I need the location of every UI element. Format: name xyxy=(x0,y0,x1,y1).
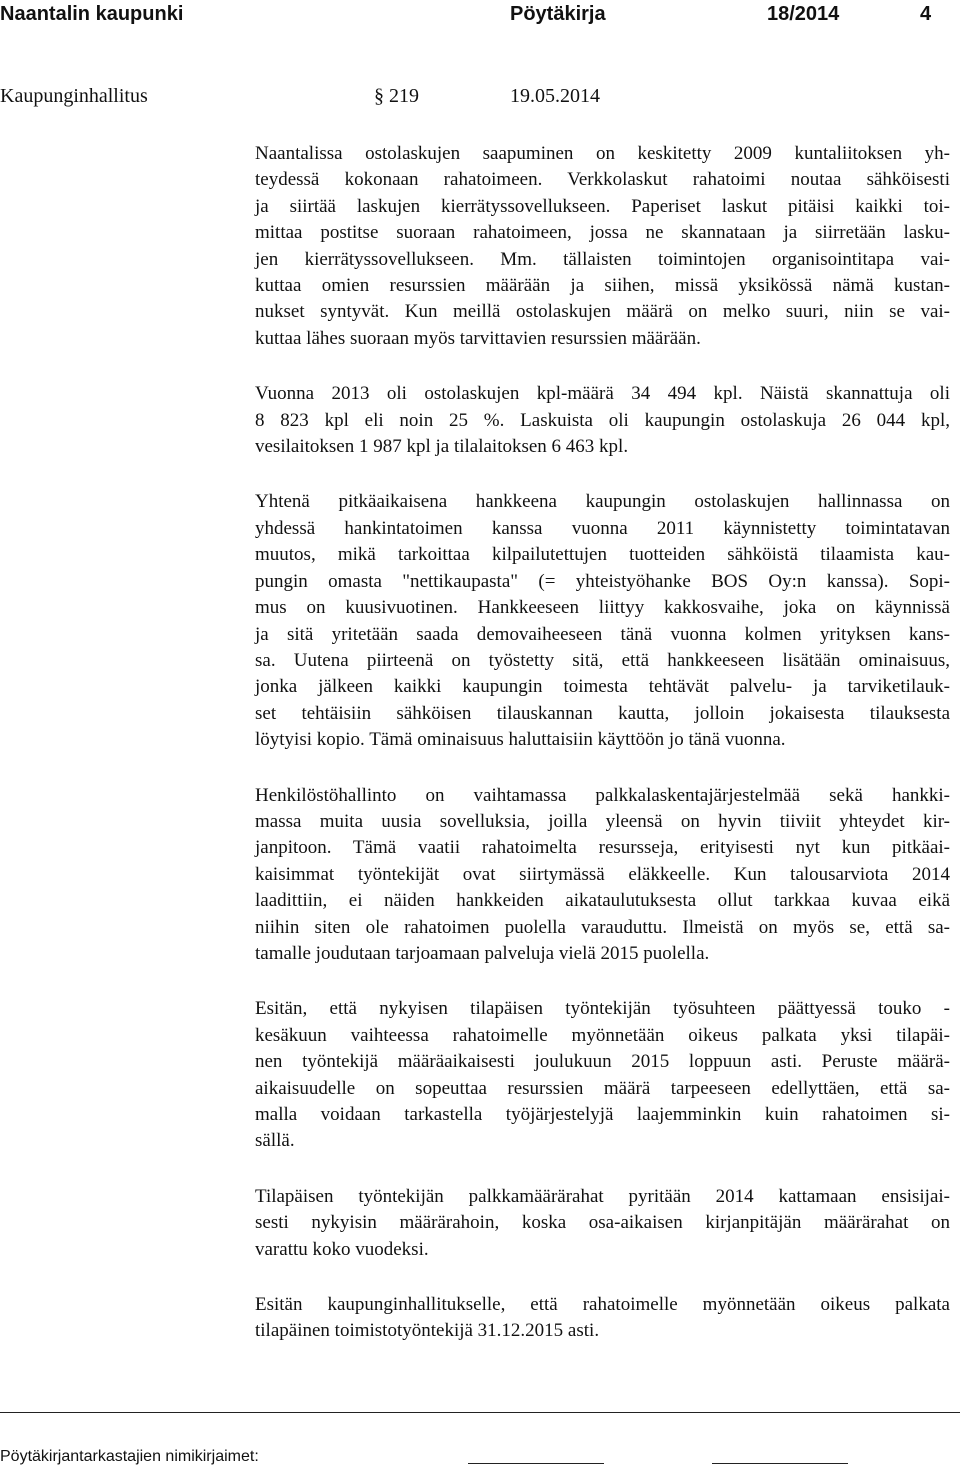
text-line: Esitän kaupunginhallitukselle, että rahatoimelle myönnetään oikeus palkata xyxy=(255,1294,950,1316)
paragraph xyxy=(255,489,950,753)
text-line: niihin siten ole rahatoimen puolella varauduttu. Ilmeistä on myös se, että sa- xyxy=(255,916,950,938)
document-number: 18/2014 xyxy=(767,3,840,25)
text-line: nen työntekijä määräaikaisesti joulukuun 2015 loppuun asti. Peruste määrä- xyxy=(255,1051,950,1073)
text-line: mittaa postitse suoraan rahatoimeen, jossa ne skannataan ja siirretään lasku- xyxy=(255,222,950,244)
meeting-body: Kaupunginhallitus xyxy=(0,85,148,107)
text-line: massa muita uusia sovelluksia, joilla yleensä on hyvin tiiviit yhteydet kir- xyxy=(255,810,950,832)
text-line: tilapäinen toimistotyöntekijä 31.12.2015 asti. xyxy=(255,1320,600,1342)
text-line: löytyisi kopio. Tämä ominaisuus haluttaisiin käyttöön jo tänä vuonna. xyxy=(255,729,786,751)
text-line: kuttaa omien resurssien määrään ja siihen, missä yksikössä nämä kustan- xyxy=(255,275,950,297)
document-type: Pöytäkirja xyxy=(510,3,606,25)
text-line: sällä. xyxy=(255,1130,295,1152)
text-line: Henkilöstöhallinto on vaihtamassa palkkalaskentajärjestelmää sekä hankki- xyxy=(255,784,950,806)
paragraph xyxy=(255,783,950,968)
text-line: varattu koko vuodeksi. xyxy=(255,1238,429,1260)
text-line: Naantalissa ostolaskujen saapuminen on keskitetty 2009 kuntaliitoksen yh- xyxy=(255,143,950,164)
paragraph xyxy=(255,381,950,460)
municipality-name: Naantalin kaupunki xyxy=(0,3,184,25)
footer-divider xyxy=(0,1412,960,1413)
section-number: § 219 xyxy=(374,85,419,107)
text-line: pungin omasta "nettikaupasta" (= yhteistyöhanke BOS Oy:n kanssa). Sopi- xyxy=(255,570,950,592)
text-line: jonka jälkeen kaikki kaupungin toimesta tehtävät palvelu- ja tarviketilauk- xyxy=(255,676,950,698)
text-line: nukset syntyvät. Kun meillä ostolaskujen määrä on melko suuri, niin se vai- xyxy=(255,301,950,323)
meeting-date: 19.05.2014 xyxy=(510,85,600,107)
text-line: vesilaitoksen 1 987 kpl ja tilalaitoksen 6 463 kpl. xyxy=(255,436,629,458)
text-line: kaisimmat työntekijät ovat siirtymässä eläkkeelle. Kun talousarviota 2014 xyxy=(255,863,950,885)
text-line: sa. Uutena piirteenä on työstetty sitä, että hankkeeseen lisätään ominaisuus, xyxy=(255,649,950,671)
text-line: Yhtenä pitkäaikaisena hankkeena kaupungin ostolaskujen hallinnassa on xyxy=(255,491,950,513)
text-line: janpitoon. Tämä vaatii rahatoimelta resursseja, erityisesti nyt kun pitkäai- xyxy=(255,837,950,859)
text-line: ja siirtää laskujen kierrätyssovellukseen. Paperiset laskut pitäisi kaikki toi- xyxy=(255,195,950,217)
text-line: Esitän, että nykyisen tilapäisen työntekijän työsuhteen päättyessä touko - xyxy=(255,998,950,1020)
text-line: kuttaa lähes suoraan myös tarvittavien resurssien määrään. xyxy=(255,327,701,349)
text-line: mus on kuusivuotinen. Hankkeeseen liittyy kakkosvaihe, joka on käynnissä xyxy=(255,597,950,619)
text-line: tamalle joudutaan tarjoamaan palveluja vielä 2015 puolella. xyxy=(255,942,710,964)
text-line: aikaisuudelle on sopeuttaa resurssien määrä tarpeeseen edellyttäen, että sa- xyxy=(255,1077,950,1099)
text-line: kesäkuun vaihteessa rahatoimelle myönnetään oikeus palkata yksi tilapäi- xyxy=(255,1024,950,1046)
document-body xyxy=(255,141,950,1374)
text-line: ja sitä yritetään saada demovaiheeseen tänä vuonna kolmen yrityksen kans- xyxy=(255,623,950,645)
signature-line-2 xyxy=(712,1463,848,1464)
text-line: laadittiin, ei näiden hankkeiden aikataulutuksesta ollut tarkkaa kuvaa eikä xyxy=(255,890,950,912)
text-line: malla voidaan tarkastella työjärjestelyjä laajemminkin kuin rahatoimen si- xyxy=(255,1104,950,1125)
text-line: jen kierrätyssovellukseen. Mm. tällaisten toimintojen organisointitapa vai- xyxy=(255,248,950,270)
signature-line-1 xyxy=(468,1463,604,1464)
text-line: sesti nykyisin määrärahoin, koska osa-aikaisen kirjanpitäjän määrärahat on xyxy=(255,1212,950,1234)
paragraph xyxy=(255,141,950,352)
text-line: Vuonna 2013 oli ostolaskujen kpl-määrä 34 494 kpl. Näistä skannattuja oli xyxy=(255,383,950,405)
paragraph xyxy=(255,996,950,1154)
paragraph xyxy=(255,1292,950,1345)
text-line: 8 823 kpl eli noin 25 %. Laskuista oli kaupungin ostolaskuja 26 044 kpl, xyxy=(255,409,950,431)
text-line: muutos, mikä tarkoittaa kilpailutettujen tuotteiden sähköistä tilaamista kau- xyxy=(255,544,950,566)
text-line: Tilapäisen työntekijän palkkamäärärahat pyritään 2014 kattamaan ensisijai- xyxy=(255,1185,950,1207)
paragraph xyxy=(255,1184,950,1263)
page-number: 4 xyxy=(920,3,932,25)
text-line: teydessä kokonaan rahatoimeen. Verkkolaskut rahatoimi noutaa sähköisesti xyxy=(255,169,950,191)
signatures-label: Pöytäkirjantarkastajien nimikirjaimet: xyxy=(0,1448,259,1465)
text-line: yhdessä hankintatoimen kanssa vuonna 2011 käynnistetty toimintatavan xyxy=(255,517,950,539)
text-line: set tehtäisiin sähköisen tilauskannan kautta, jolloin jokaisesta tilauksesta xyxy=(255,702,950,724)
